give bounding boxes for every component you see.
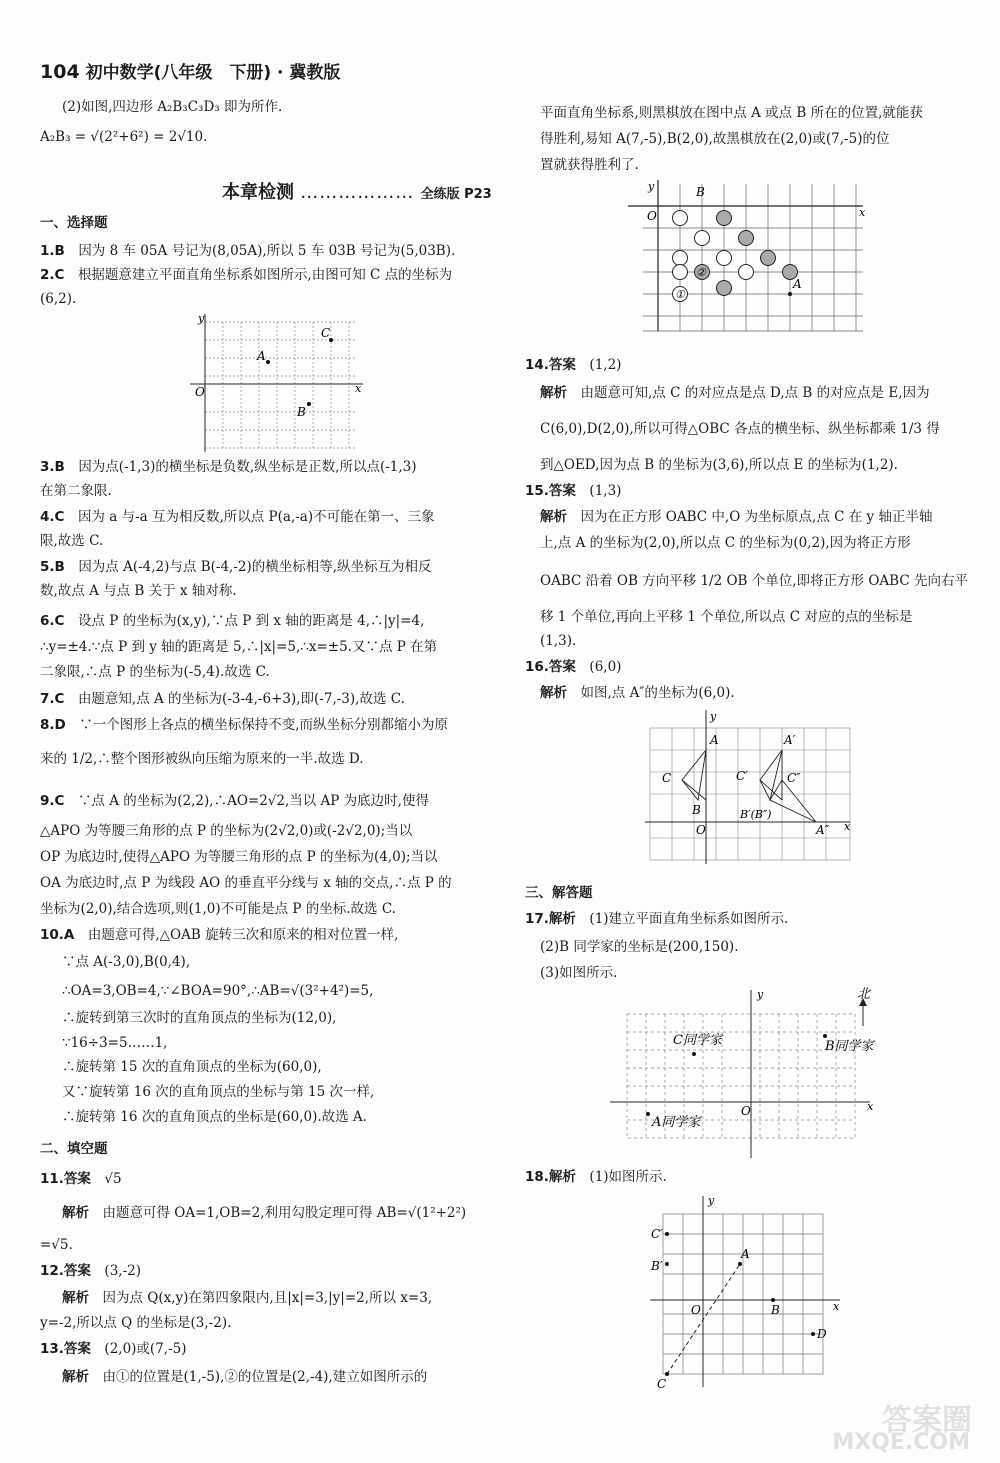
watermark-url: MXQE.COM	[832, 1430, 970, 1455]
question-line: 数,故点 A 与点 B 关于 x 轴对称.	[40, 583, 237, 599]
question-line: 解析 由题意可得 OA=1,OB=2,利用勾股定理可得 AB=√(1²+2²)	[62, 1205, 467, 1221]
question-line: OABC 沿着 OB 方向平移 1/2 OB 个单位,即将正方形 OABC 先向右平	[540, 573, 968, 589]
label-y: y	[648, 180, 655, 193]
label-C: C	[657, 1377, 667, 1391]
label-B: B	[692, 803, 701, 817]
label-y: y	[198, 312, 205, 325]
question-line: 14.答案 (1,2)	[525, 357, 622, 373]
figure-q17-map	[605, 986, 895, 1161]
label-O: O	[696, 823, 706, 837]
question-line: ∵点 A(-3,0),B(0,4),	[62, 954, 191, 970]
question-line: ∴旋转到第三次时的直角顶点的坐标为(12,0),	[62, 1010, 337, 1026]
label-x: x	[833, 1300, 840, 1313]
page-header	[40, 58, 340, 83]
question-line: △APO 为等腰三角形的点 P 的坐标为(2√2,0)或(-2√2,0);当以	[40, 823, 413, 839]
question-line: 上,点 A 的坐标为(2,0),所以点 C 的坐标为(0,2),因为将正方形	[540, 535, 911, 551]
label-x: x	[859, 206, 866, 219]
question-line: =√5.	[40, 1237, 73, 1253]
label-A: A	[710, 733, 719, 747]
question-line: 置就获得胜利了.	[540, 157, 639, 173]
label-y: y	[757, 988, 764, 1001]
question-line: 解析 由①的位置是(1,-5),②的位置是(2,-4),建立如图所示的	[62, 1369, 428, 1385]
label-x: x	[844, 820, 851, 833]
label-A-home: A同学家	[652, 1115, 701, 1130]
question-line: 10.A 由题意可得,△OAB 旋转三次和原来的相对位置一样,	[40, 927, 399, 943]
label-B: B	[696, 185, 705, 199]
label-C: C	[662, 771, 672, 785]
label-C-home: C同学家	[673, 1033, 722, 1048]
figure-q18-graph	[645, 1192, 855, 1392]
question-line: 11.答案 √5	[40, 1171, 122, 1187]
section-dots: ………………	[300, 182, 415, 203]
section-title	[222, 178, 492, 204]
question-line: ∴OA=3,OB=4,∵∠BOA=90°,∴AB=√(3²+4²)=5,	[62, 983, 374, 999]
question-line: 9.C ∵点 A 的坐标为(2,2),∴AO=2√2,当以 AP 为底边时,使得	[40, 793, 429, 809]
figure-q2-coordinate-grid	[185, 312, 370, 452]
question-line: 来的 1/2,∴整个图形被纵向压缩为原来的一半.故选 D.	[40, 751, 364, 767]
question-line: 5.B 因为点 A(-4,2)与点 B(-4,-2)的横坐标相等,纵坐标互为相反	[40, 559, 432, 575]
question-line: OA 为底边时,点 P 为线段 AO 的垂直平分线与 x 轴的交点,∴点 P 的	[40, 875, 452, 891]
part-heading: 一、选择题	[40, 215, 108, 231]
question-line: 13.答案 (2,0)或(7,-5)	[40, 1341, 187, 1357]
question-line: (6,2).	[40, 291, 77, 307]
question-line: ∴旋转第 16 次的直角顶点的坐标是(60,0).故选 A.	[62, 1109, 367, 1125]
question-line: 7.C 由题意知,点 A 的坐标为(-3-4,-6+3),即(-7,-3),故选 C.	[40, 691, 405, 707]
question-line: 在第二象限.	[40, 483, 112, 499]
figure-q13-go-board	[623, 176, 868, 336]
label-A-prime: A′	[784, 733, 796, 747]
label-B-prime: B′	[651, 1259, 663, 1273]
question-line: 二象限,∴点 P 的坐标为(-5,4).故选 C.	[40, 664, 270, 680]
question-line: 解析 由题意可知,点 C 的对应点是点 D,点 B 的对应点是 E,因为	[540, 385, 930, 401]
label-y: y	[710, 710, 717, 723]
north-label: 北	[857, 987, 871, 1002]
question-line: 限,故选 C.	[40, 533, 104, 549]
question-line: ∴y=±4.∵点 P 到 y 轴的距离是 5,∴|x|=5,∴x=±5.又∵点 P 在第	[40, 639, 438, 655]
question-line: 8.D ∵一个图形上各点的横坐标保持不变,而纵坐标分别都缩小为原	[40, 717, 449, 733]
question-line: (2)B 同学家的坐标是(200,150).	[540, 939, 739, 955]
question-line: 2.C 根据题意建立平面直角坐标系如图所示,由图可知 C 点的坐标为	[40, 267, 453, 283]
label-A: A	[793, 277, 802, 291]
stone-2-label: ②	[696, 266, 706, 279]
label-C-double-prime: C″	[787, 771, 801, 785]
question-line: 平面直角坐标系,则黑棋放在图中点 A 或点 B 所在的位置,就能获	[540, 105, 923, 121]
question-line: 16.答案 (6,0)	[525, 659, 622, 675]
question-line: 6.C 设点 P 的坐标为(x,y),∵点 P 到 x 轴的距离是 4,∴|y|=4,	[40, 613, 425, 629]
label-D: D	[817, 1327, 827, 1341]
question-line: (1,3).	[540, 633, 577, 649]
label-O: O	[691, 1303, 701, 1317]
question-line: C(6,0),D(2,0),所以可得△OBC 各点的横坐标、纵坐标都乘 1/3 得	[540, 421, 940, 437]
question-line: 得胜利,易知 A(7,-5),B(2,0),故黑棋放在(2,0)或(7,-5)的位	[540, 131, 890, 147]
label-C: C	[321, 326, 331, 340]
label-B: B	[297, 405, 306, 419]
label-B-prime: B′(B″)	[740, 808, 772, 821]
label-A: A	[257, 349, 266, 363]
question-line: 15.答案 (1,3)	[525, 483, 622, 499]
question-line: 12.答案 (3,-2)	[40, 1263, 141, 1279]
question-line: (3)如图所示.	[540, 965, 618, 981]
prev-answer-line: (2)如图,四边形 A₂B₃C₃D₃ 即为所作.	[62, 99, 283, 115]
page-number: 104	[40, 61, 80, 83]
label-y: y	[708, 1194, 715, 1207]
label-B-home: B同学家	[825, 1039, 874, 1054]
section-ref: 全练版 P23	[420, 187, 492, 202]
question-line: ∴旋转第 15 次的直角顶点的坐标为(60,0),	[62, 1059, 322, 1075]
label-B: B	[771, 1303, 780, 1317]
label-C-prime: C′	[736, 769, 748, 783]
stone-1-label: ①	[675, 288, 685, 301]
part-heading: 三、解答题	[525, 885, 593, 901]
question-line: 解析 因为在正方形 OABC 中,O 为坐标原点,点 C 在 y 轴正半轴	[540, 509, 933, 525]
part-heading: 二、填空题	[40, 1141, 108, 1157]
question-line: 4.C 因为 a 与-a 互为相反数,所以点 P(a,-a)不可能在第一、三象	[40, 509, 435, 525]
question-line: ∵16÷3=5……1,	[62, 1035, 168, 1051]
label-C-prime: C′	[651, 1227, 663, 1241]
figure-q16-triangles	[640, 708, 855, 868]
question-line: 17.解析 (1)建立平面直角坐标系如图所示.	[525, 911, 789, 927]
label-O: O	[647, 209, 657, 223]
label-A-double-prime: A″	[816, 823, 830, 837]
question-line: 解析 如图,点 A″的坐标为(6,0).	[540, 685, 735, 701]
label-O: O	[741, 1104, 751, 1118]
label-O: O	[195, 385, 205, 399]
question-line: 1.B 因为 8 车 05A 号记为(8,05A),所以 5 车 03B 号记为(5,03B).	[40, 243, 456, 259]
question-line: 移 1 个单位,再向上平移 1 个单位,所以点 C 对应的点的坐标是	[540, 609, 913, 625]
question-line: 解析 因为点 Q(x,y)在第四象限内,且|x|=3,|y|=2,所以 x=3,	[62, 1290, 433, 1306]
label-x: x	[867, 1100, 874, 1113]
label-A: A	[741, 1247, 750, 1261]
watermark-logo: 答案圈	[882, 1403, 972, 1438]
question-line: 又∵旋转第 16 次的直角顶点的坐标与第 15 次一样,	[62, 1084, 375, 1100]
question-line: y=-2,所以点 Q 的坐标是(3,-2).	[40, 1315, 232, 1331]
question-line: OP 为底边时,使得△APO 为等腰三角形的点 P 的坐标为(4,0);当以	[40, 849, 438, 865]
question-line: 到△OED,因为点 B 的坐标为(3,6),所以点 E 的坐标为(1,2).	[540, 457, 898, 473]
question-line: 3.B 因为点(-1,3)的横坐标是负数,纵坐标是正数,所以点(-1,3)	[40, 459, 417, 475]
book-title: 初中数学(八年级 下册) · 冀教版	[85, 63, 341, 83]
section-title-text: 本章检测	[222, 182, 294, 203]
question-line: 坐标为(2,0),结合选项,则(1,0)不可能是点 P 的坐标.故选 C.	[40, 901, 396, 917]
label-x: x	[355, 382, 362, 395]
prev-answer-line: A₂B₃ = √(2²+6²) = 2√10.	[40, 129, 208, 145]
question-line: 18.解析 (1)如图所示.	[525, 1169, 667, 1185]
